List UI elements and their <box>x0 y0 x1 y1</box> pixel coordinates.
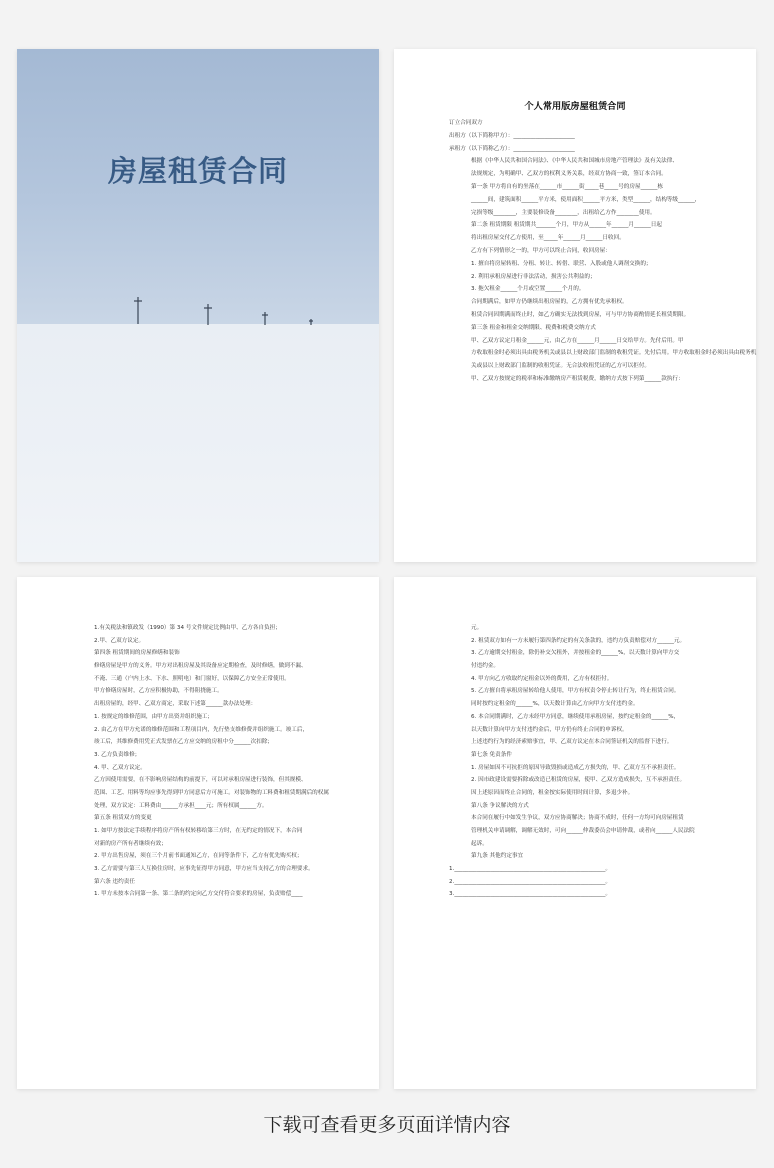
contract-text-line: 2. 甲方出售房屋，须在三个月前书面通知乙方，在同等条件下，乙方有优先购买权； <box>94 853 303 860</box>
contract-text-line: 方收取租金时必须出具由税务机关或县以上财政部门监制的收租凭证。先付后用。甲方收取租金时必须出具由税务机 <box>471 350 757 357</box>
contract-text-line: 1. 擅自将房屋转租、分租、转让、转借、联营、入股或他人调剂交换的； <box>471 260 652 267</box>
contract-text-line: 完损等级________，主要装修设备________，出租给乙方作________使用。 <box>471 209 656 216</box>
contract-text-line: 2.______________________________________________________。 <box>449 878 611 885</box>
contract-text-line: 2. 因市政建设需要拆除或改造已租赁的房屋，使甲、乙双方造成损失，互不承担责任。 <box>471 777 686 784</box>
contract-page-1 <box>394 49 756 562</box>
utility-poles-image <box>17 289 379 329</box>
contract-text-line: 2. 由乙方在甲方允诺的维修范围和工程项目内，先行垫支维修费并组织施工。竣工后， <box>94 726 309 733</box>
contract-text-line: 甲方修缮房屋时，乙方应积极协助，不得阻挠施工。 <box>94 688 223 695</box>
contract-text-line: 将出租房屋交付乙方使用，至_____年______月______日收回。 <box>471 235 625 242</box>
contract-text-line: 2. 租赁双方如有一方未履行第四条约定的有关条款的，违约方负责赔偿对方______元。 <box>471 637 686 644</box>
contract-text-line: ______间，建筑面积______平方米，使用面积______平方米，类型______，结构等级______， <box>471 196 701 203</box>
contract-text-line: 乙方有下列情形之一的，甲方可以终止合同，收回房屋： <box>471 247 611 254</box>
download-caption: 下载可查看更多页面详情内容 <box>263 1114 511 1136</box>
contract-text-line: 同时按约定租金的______%，以天数计算由乙方向甲方支付违约金。 <box>471 701 639 708</box>
contract-text-line: 因上述原因而终止合同的，租金按实际使用时间计算，多退少补。 <box>471 789 634 796</box>
contract-text-line: 3. 拖欠租金______个月或空置______个月的。 <box>471 286 585 293</box>
contract-text-line: 对新的房产所有者继续有效； <box>94 840 167 847</box>
contract-text-line: 修缮房屋是甲方的义务。甲方对出租房屋及其设备应定期检查，及时修缮，做到不漏、 <box>94 663 307 670</box>
contract-text-line: 1. 按规定的维修范围，由甲方出资并组织施工； <box>94 713 213 720</box>
contract-text-line: 付违约金。 <box>471 663 499 670</box>
contract-text-line: 不淹、三通（户内上水、下水、照明电）和门窗好，以保障乙方安全正常使用。 <box>94 675 290 682</box>
contract-text-line: 起诉。 <box>471 840 488 847</box>
contract-text-line: 处理，双方议定：工料费由______方承担____元；所有权属______方。 <box>94 802 268 809</box>
contract-text-line: 5. 乙方擅自将承租房屋转给他人使用，甲方有权责令停止转让行为，终止租赁合同。 <box>471 688 680 695</box>
contract-text-line: 以天数计算向甲方支付违约金后，甲方仍有终止合同的申诉权。 <box>471 726 628 733</box>
contract-text-line: 甲、乙双方按规定的税率和标准缴纳房产租赁税费，缴纳方式按下列第______款执行： <box>471 375 684 382</box>
contract-text-line: 订立合同双方 <box>449 120 483 126</box>
contract-text-line: 第一条 甲方将自有的坐落在______市______街_____巷_____号的房屋______栋 <box>471 183 663 190</box>
page-1-body <box>394 49 756 562</box>
contract-text-line: 1.有关税法和镇政发（1990）第 34 号文件规定比例由甲、乙方各自负担； <box>94 625 281 631</box>
page-2-body <box>17 577 379 1089</box>
contract-text-line: 3. 乙方负责维修； <box>94 751 141 758</box>
contract-text-line: 6. 本合同期满时，乙方未经甲方同意，继续使用承租房屋，按约定租金的______%， <box>471 713 680 720</box>
cover-title: 房屋租赁合同 <box>107 154 288 188</box>
contract-text-line: 关或县以上财政部门监制的收租凭证。无合法收租凭证的乙方可以拒付。 <box>471 363 651 370</box>
contract-text-line: 管理机关申请调解，调解无效时，可向______仲裁委员会申请仲裁，或者向______人民法院 <box>471 828 695 834</box>
contract-text-line: 第九条 其他约定事宜 <box>471 853 524 860</box>
contract-text-line: 承租方（以下简称乙方）：______________________ <box>449 145 575 152</box>
contract-text-line: 1. 甲方未按本合同第一条、第二条的约定向乙方交付符合要求的房屋，负责赔偿____ <box>94 891 303 898</box>
cover-page <box>17 49 379 562</box>
contract-text-line: 租赁合同因期满而终止时，如乙方确实无法找到房屋，可与甲方协商酌情延长租赁期限。 <box>471 311 690 318</box>
contract-text-line: 1. 房屋如因不可抗拒的原因导致毁损或造成乙方损失的，甲、乙双方互不承担责任。 <box>471 764 680 771</box>
contract-text-line: 法规规定，为明确甲、乙双方的权利义务关系，经双方协商一致，签订本合同。 <box>471 171 667 178</box>
contract-text-line: 出租房屋的，经甲、乙双方商定，采取下述第______款办法处理： <box>94 701 257 708</box>
contract-text-line: 第七条 免责条件 <box>471 751 512 758</box>
contract-text-line: 第五条 租赁双方的变更 <box>94 815 152 822</box>
contract-page-3 <box>394 577 756 1089</box>
contract-text-line: 第六条 违约责任 <box>94 878 135 885</box>
contract-text-line: 第四条 租赁期间的房屋修缮和装饰 <box>94 650 180 657</box>
contract-text-line: 竣工后，其维修费用凭正式发票在乙方应交纳的房租中分______次扣除； <box>94 739 274 746</box>
contract-text-line: 合同期满后，如甲方仍继续出租房屋的，乙方拥有优先承租权。 <box>471 299 628 306</box>
contract-text-line: 乙方因使用需要，在不影响房屋结构的前提下，可以对承租房屋进行装饰，但其规模、 <box>94 777 307 784</box>
contract-text-line: 4. 甲方向乙方收取约定租金以外的费用，乙方有权拒付。 <box>471 675 613 682</box>
contract-text-line: 元。 <box>471 625 483 631</box>
page-3-body <box>394 577 756 1089</box>
contract-page-2 <box>17 577 379 1089</box>
contract-text-line: 2. 利用承租房屋进行非法活动，损害公共利益的； <box>471 273 596 280</box>
contract-text-line: 甲、乙双方议定月租金______元，由乙方在______月______日交给甲方。先付后用。甲 <box>471 337 684 344</box>
cover-snow-image <box>17 324 379 562</box>
contract-text-line: 第八条 争议解决的方式 <box>471 802 529 809</box>
contract-text-line: 上述违约行为的经济索赔事宜，甲、乙双方议定在本合同签证机关的监督下进行。 <box>471 739 673 746</box>
contract-text-line: 本合同在履行中如发生争议，双方应协商解决；协商不成时，任何一方均可向房屋租赁 <box>471 815 684 822</box>
contract-text-line: 4. 甲、乙双方议定。 <box>94 764 146 771</box>
contract-text-line: 2.甲、乙双方议定。 <box>94 637 145 644</box>
contract-text-line: 第三条 租金和租金交纳期限、税费和税费交纳方式 <box>471 324 596 331</box>
contract-text-line: 3. 乙方逾期交付租金，除仍补交欠租外，并按租金的______%，以天数计算向甲方交 <box>471 650 680 657</box>
contract-text-line: 根据《中华人民共和国合同法》、《中华人民共和国城市房地产管理法》及有关法律、 <box>471 158 678 165</box>
contract-text-line: 3. 乙方需要与第三人互换住房时，应事先征得甲方同意，甲方应当支持乙方的合理要求。 <box>94 866 314 873</box>
contract-text-line: 1. 如甲方按法定手续程序将房产所有权转移给第三方时，在无约定的情况下，本合同 <box>94 828 303 834</box>
contract-text-line: 范围、工艺、用料等均应事先得到甲方同意后方可施工。对装饰物的工料费和租赁期满后的权属 <box>94 789 329 796</box>
contract-title: 个人常用版房屋租赁合同 <box>524 101 626 112</box>
contract-text-line: 1.______________________________________________________。 <box>449 866 611 873</box>
contract-text-line: 出租方（以下简称甲方）：______________________ <box>449 132 575 139</box>
contract-text-line: 3.______________________________________________________。 <box>449 891 611 898</box>
contract-text-line: 第二条 租赁期限 租赁期共_______个月，甲方从______年______月______日起 <box>471 222 662 229</box>
